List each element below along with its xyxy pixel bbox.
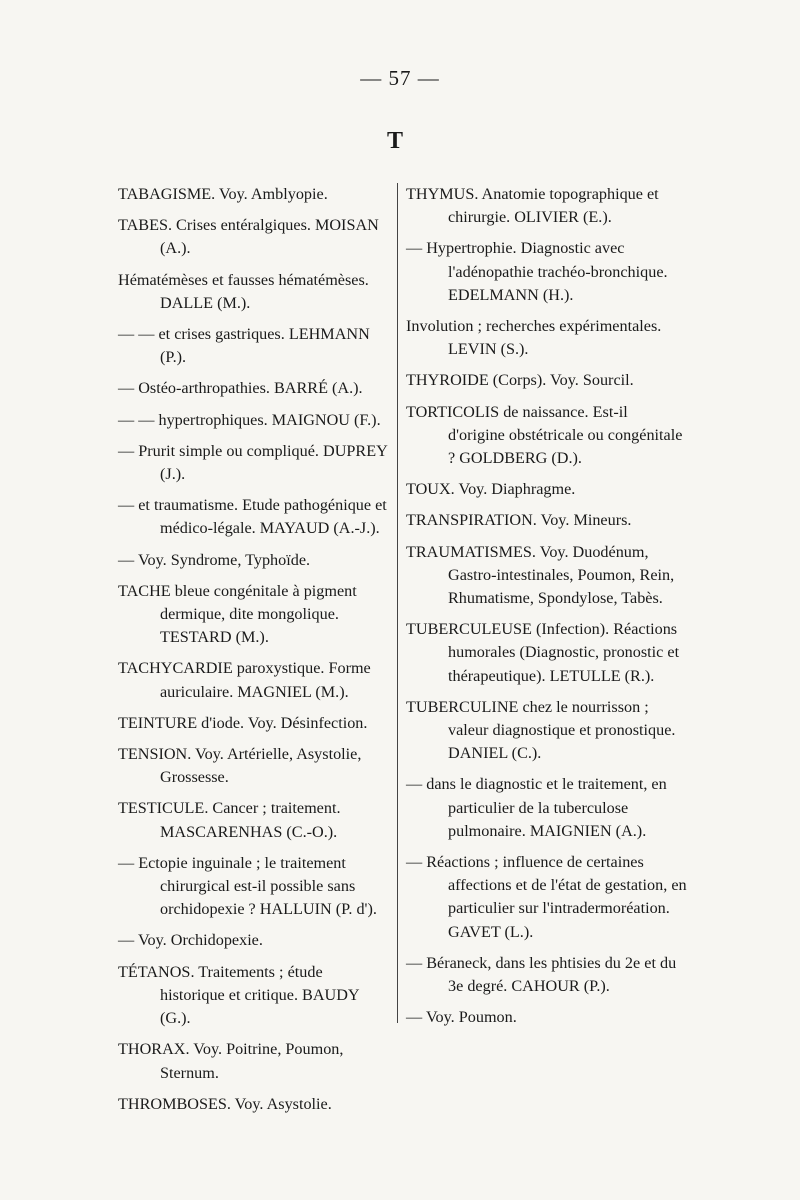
index-entry: TÉTANOS. Traitements ; étude historique et critique. BAUDY (G.). bbox=[118, 962, 360, 1028]
right-column bbox=[406, 183, 688, 1038]
index-entry: THYROIDE (Corps). Voy. Sourcil. bbox=[406, 371, 634, 390]
index-entry: — Voy. Syndrome, Typhoïde. bbox=[118, 550, 311, 569]
index-entry: TRANSPIRATION. Voy. Mineurs. bbox=[406, 511, 632, 530]
page-number: — 57 — bbox=[360, 66, 440, 90]
index-entry: — — hypertrophiques. MAIGNOU (F.). bbox=[118, 410, 381, 429]
index-entry: — Voy. Orchidopexie. bbox=[118, 931, 263, 950]
index-entry: Hématémèses et fausses hématémèses. DALLE (M.). bbox=[118, 270, 369, 312]
index-entry: THORAX. Voy. Poitrine, Poumon, Sternum. bbox=[118, 1040, 344, 1082]
index-entry: THROMBOSES. Voy. Asystolie. bbox=[118, 1094, 332, 1113]
index-entry: — Béraneck, dans les phtisies du 2e et du 3e degré. CAHOUR (P.). bbox=[406, 953, 677, 996]
index-entry: TACHE bleue congénitale à pigment dermique, dite mongolique. TESTARD (M.). bbox=[118, 581, 357, 647]
index-entry: — et traumatisme. Etude pathogénique et médico-légale. MAYAUD (A.-J.). bbox=[118, 496, 387, 538]
index-entry: TORTICOLIS de naissance. Est-il d'origine obstétricale ou congénitale ? GOLDBERG (D.). bbox=[406, 402, 683, 468]
index-entry: Involution ; recherches expérimentales. LEVIN (S.). bbox=[406, 317, 662, 359]
index-entry: TUBERCULINE chez le nourrisson ; valeur diagnostique et pronostique. DANIEL (C.). bbox=[406, 697, 676, 763]
column-divider bbox=[397, 183, 398, 1023]
index-entry: — Ectopie inguinale ; le traitement chirurgical est-il possible sans orchidopexie ? HALLUIN (P. d'). bbox=[118, 853, 377, 919]
index-entry: — Hypertrophie. Diagnostic avec l'adénopathie trachéo-bronchique. EDELMANN (H.). bbox=[406, 239, 668, 304]
left-column bbox=[118, 183, 390, 1124]
index-entry: TOUX. Voy. Diaphragme. bbox=[406, 480, 576, 499]
index-entry: TABAGISME. Voy. Amblyopie. bbox=[118, 185, 328, 203]
index-entry: — dans le diagnostic et le traitement, en particulier de la tuberculose pulmonaire. MAIGNIEN (A.). bbox=[406, 775, 667, 840]
index-entry: TEINTURE d'iode. Voy. Désinfection. bbox=[118, 713, 368, 732]
index-entry: — Réactions ; influence de certaines affections et de l'état de gestation, en particulier sur l'intradermoréation. GAVET (L.). bbox=[406, 853, 687, 941]
index-entry: — — et crises gastriques. LEHMANN (P.). bbox=[118, 325, 370, 367]
index-entry: — Prurit simple ou compliqué. DUPREY (J.). bbox=[118, 441, 388, 484]
index-entry: TESTICULE. Cancer ; traitement. MASCARENHAS (C.-O.). bbox=[118, 799, 341, 841]
index-entry: TRAUMATISMES. Voy. Duodénum, Gastro-intestinales, Poumon, Rein, Rhumatisme, Spondylose, Tabès. bbox=[406, 542, 675, 608]
index-entry: TUBERCULEUSE (Infection). Réactions humorales (Diagnostic, pronostic et thérapeutique). LETULLE (R.). bbox=[406, 620, 680, 685]
section-letter: T bbox=[386, 128, 403, 154]
index-entry: — Ostéo-arthropathies. BARRÉ (A.). bbox=[118, 379, 363, 398]
index-entry: THYMUS. Anatomie topographique et chirurgie. OLIVIER (E.). bbox=[406, 185, 659, 227]
index-entry: TENSION. Voy. Artérielle, Asystolie, Grossesse. bbox=[118, 745, 362, 787]
index-entry: — Voy. Poumon. bbox=[406, 1008, 517, 1027]
index-entry: TACHYCARDIE paroxystique. Forme auriculaire. MAGNIEL (M.). bbox=[118, 659, 371, 701]
index-entry: TABES. Crises entéralgiques. MOISAN (A.). bbox=[118, 216, 379, 258]
